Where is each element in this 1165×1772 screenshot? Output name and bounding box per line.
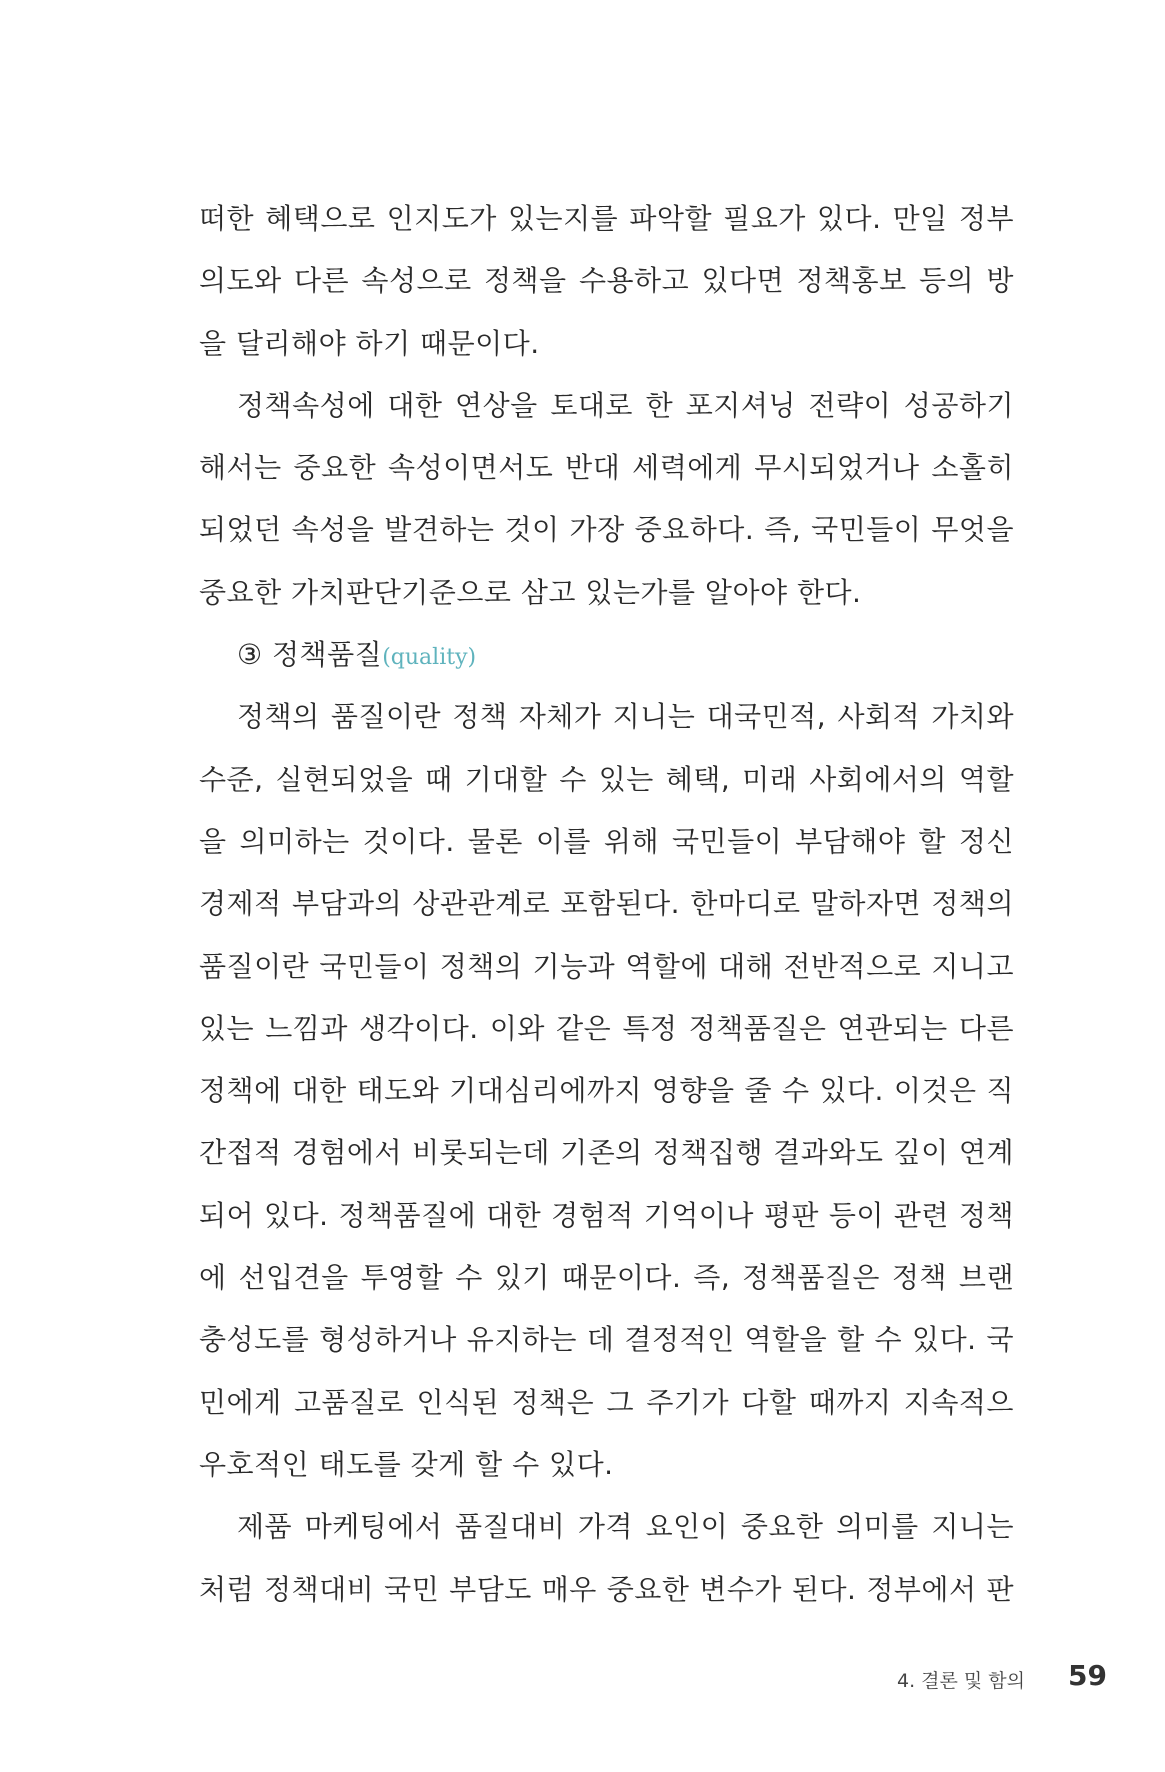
paragraph-2 [199,375,1014,624]
text-line: 정책의 품질이란 정책 자체가 지니는 대국민적, 사회적 가치와 [237,700,1014,734]
text-line: 되었던 속성을 발견하는 것이 가장 중요하다. 즉, 국민들이 무엇을 [199,513,1014,547]
text-line: 정책에 대한 태도와 기대심리에까지 영향을 줄 수 있다. 이것은 직 [199,1074,1014,1108]
text-line: 충성도를 형성하거나 유지하는 데 결정적인 역할을 할 수 있다. 국 [199,1323,1014,1357]
text-line: 있는 느낌과 생각이다. 이와 같은 특정 정책품질은 연관되는 다른 [199,1011,1014,1045]
page-number: 59 [1068,1659,1107,1692]
text-line: 에 선입견을 투영할 수 있기 때문이다. 즉, 정책품질은 정책 브랜 [199,1261,1014,1295]
running-footer-chapter-title: 4. 결론 및 함의 [897,1670,1026,1692]
section-heading-qualifier: (quality) [382,645,477,671]
text-line: 우호적인 태도를 갖게 할 수 있다. [199,1447,614,1481]
paragraph-3 [199,686,1014,1496]
text-line: 해서는 중요한 속성이면서도 반대 세력에게 무시되었거나 소홀히 [199,451,1014,485]
section-heading [199,624,1014,686]
text-line: 간접적 경험에서 비롯되는데 기존의 정책집행 결과와도 깊이 연계 [199,1136,1014,1170]
text-line: 중요한 가치판단기준으로 삼고 있는가를 알아야 한다. [199,575,862,609]
text-line: 수준, 실현되었을 때 기대할 수 있는 혜택, 미래 사회에서의 역할 [199,762,1014,796]
text-line: 되어 있다. 정책품질에 대한 경험적 기억이나 평판 등이 관련 정책 [199,1198,1014,1232]
section-heading-title: ③ 정책품질 [237,638,383,672]
text-line: 을 달리해야 하기 때문이다. [199,326,540,360]
text-line: 의도와 다른 속성으로 정책을 수용하고 있다면 정책홍보 등의 방 [199,264,1014,298]
text-line: 정책속성에 대한 연상을 토대로 한 포지셔닝 전략이 성공하기 [237,388,1014,422]
text-line: 을 의미하는 것이다. 물론 이를 위해 국민들이 부담해야 할 정신 [199,824,1014,858]
text-line: 경제적 부담과의 상관관계로 포함된다. 한마디로 말하자면 정책의 [199,887,1014,921]
paragraph-4 [199,1496,1014,1621]
body-text [199,188,1014,1621]
text-line: 민에게 고품질로 인식된 정책은 그 주기가 다할 때까지 지속적으 [199,1385,1014,1419]
paragraph-1 [199,188,1014,375]
text-line: 처럼 정책대비 국민 부담도 매우 중요한 변수가 된다. 정부에서 판 [199,1572,1014,1606]
text-line: 품질이란 국민들이 정책의 기능과 역할에 대해 전반적으로 지니고 [199,949,1014,983]
text-line: 제품 마케팅에서 품질대비 가격 요인이 중요한 의미를 지니는 [237,1510,1014,1544]
text-line: 떠한 혜택으로 인지도가 있는지를 파악할 필요가 있다. 만일 정부 [199,202,1014,235]
